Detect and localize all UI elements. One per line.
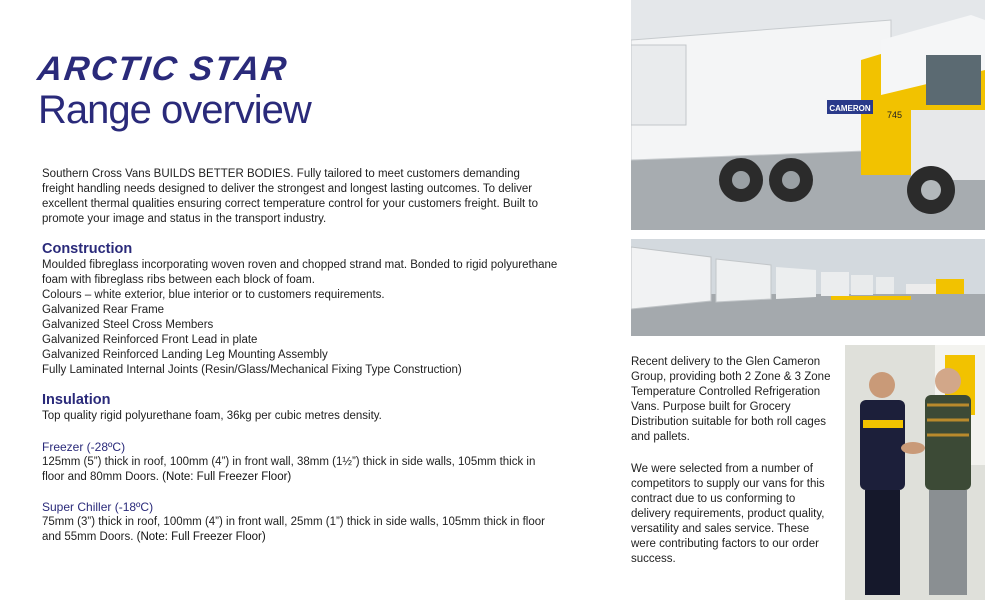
truck-brand-label: CAMERON — [829, 104, 871, 113]
fleet-illustration — [631, 239, 985, 336]
construction-item: Galvanized Reinforced Front Lead in plate — [42, 334, 258, 346]
construction-list — [42, 258, 562, 378]
freezer-note: (Note: Full Freezer Floor) — [162, 471, 292, 483]
selection-caption: We were selected from a number of competitors to supply our vans for this contract due to us conforming to delivery requirements, product quality, versatility and sales service. These were contributing factors to our order success. — [631, 463, 825, 565]
brand-logo: ARCTIC STAR — [35, 50, 291, 88]
truck-number-label: 745 — [887, 110, 903, 120]
page-title: Range overview — [38, 88, 311, 132]
fleet-photo — [631, 239, 985, 336]
freezer-spec-text: 125mm (5”) thick in roof, 100mm (4”) in front wall, 38mm (1½”) thick in side walls, 105mm thick in floor and 80mm Doors. — [42, 456, 536, 483]
construction-item: Fully Laminated Internal Joints (Resin/Glass/Mechanical Fixing Type Construction) — [42, 364, 462, 376]
freezer-heading: Freezer (-28ºC) — [42, 440, 126, 454]
construction-item: Moulded fibreglass incorporating woven roven and chopped strand mat. Bonded to rigid polyurethane foam with fibreglass ribs between each block of foam. — [42, 259, 558, 286]
handshake-photo — [845, 345, 985, 600]
construction-item: Galvanized Reinforced Landing Leg Mounting Assembly — [42, 349, 328, 361]
chiller-spec — [42, 515, 552, 545]
truck-photo — [631, 0, 985, 230]
freezer-spec — [42, 455, 552, 485]
truck-illustration — [631, 0, 985, 230]
construction-item: Galvanized Steel Cross Members — [42, 319, 214, 331]
construction-item: Galvanized Rear Frame — [42, 304, 165, 316]
insulation-heading: Insulation — [42, 392, 111, 408]
delivery-caption: Recent delivery to the Glen Cameron Group, providing both 2 Zone & 3 Zone Temperature Controlled Refrigeration Vans. Purpose built for Grocery Distribution suitable for both roll cages and pallets. — [631, 356, 831, 443]
chiller-note: (Note: Full Freezer Floor) — [136, 531, 266, 543]
insulation-text: Top quality rigid polyurethane foam, 36kg per cubic metres density. — [42, 410, 382, 422]
chiller-heading: Super Chiller (-18ºC) — [42, 500, 154, 514]
intro-paragraph: Southern Cross Vans BUILDS BETTER BODIES. Fully tailored to meet customers demanding freight handling needs designed to deliver the strongest and longest lasting outcomes. To deliver excellent thermal qualities ensuring correct temperature control for your customers freight. Built to promote your image and status in the transport industry. — [42, 168, 538, 225]
chiller-spec-text: 75mm (3”) thick in roof, 100mm (4”) in front wall, 25mm (1”) thick in side walls, 105mm thick in floor and 55mm Doors. — [42, 516, 545, 543]
construction-item: Colours – white exterior, blue interior or to customers requirements. — [42, 289, 385, 301]
construction-heading: Construction — [42, 241, 133, 257]
handshake-illustration — [845, 345, 985, 600]
